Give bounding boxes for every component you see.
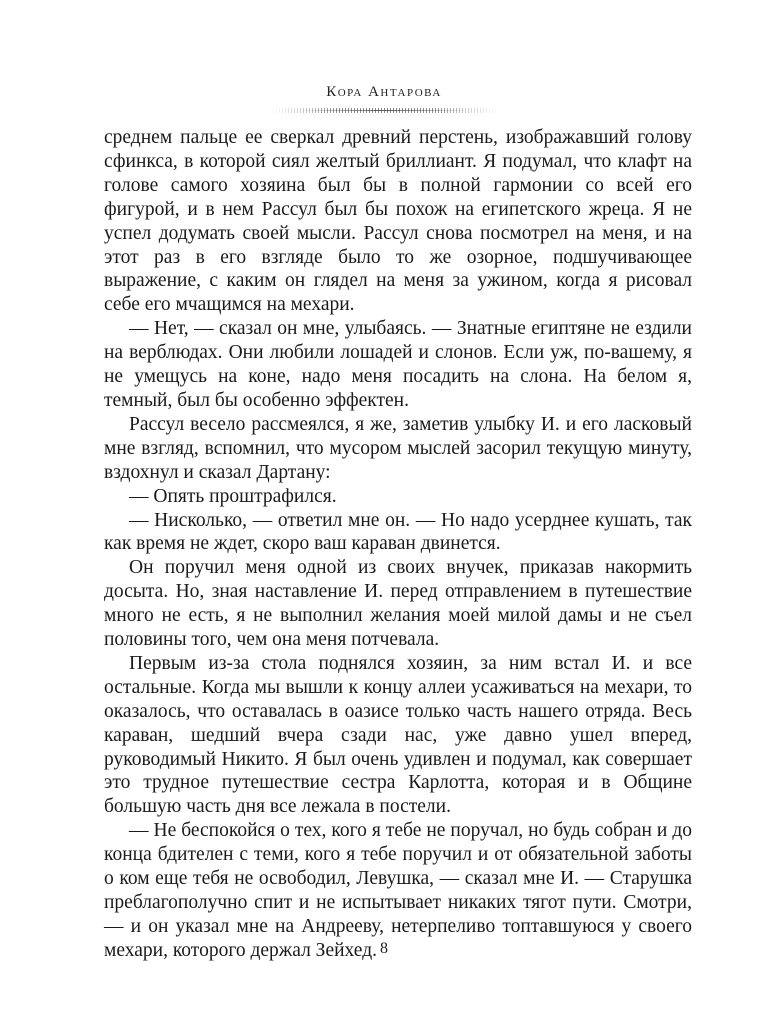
header-ornament-line bbox=[300, 110, 468, 111]
paragraph: — Нисколько, — ответил мне он. — Но надо усерднее кушать, так как время не ждет, скоро ваш караван двинется. bbox=[104, 509, 692, 555]
paragraph: Он поручил меня одной из своих внучек, приказав накормить досыта. Но, зная наставление И. перед отправлением в путешествие много не есть, я не выполнил желания моей милой дамы и не съел половины того, чем она меня потчевала. bbox=[104, 557, 692, 651]
paragraph: — Нет, — сказал он мне, улыбаясь. — Знатные египтяне не ездили на верблюдах. Они любили лошадей и слонов. Если уж, по-вашему, я не умещусь на коне, надо меня посадить на слона. На белом я, темный, был бы особенно эффектен. bbox=[104, 318, 692, 411]
paragraph: Первым из-за стола поднялся хозяин, за ним встал И. и все остальные. Когда мы вышли к концу аллеи усаживаться на мехари, то оказалось, что оставалась в оазисе только часть нашего отряда. Весь караван, шедший вчера сзади нас, уже давно ушел вперед, руководимый Никито. Я был очень удивлен и подумал, как совершает это трудное путешествие сестра Карлотта, которая и в Общине большую часть дня все лежала в постели. bbox=[104, 652, 692, 818]
body-text bbox=[104, 126, 692, 963]
paragraph: среднем пальце ее сверкал древний перстень, изображавший голову сфинкса, в которой сиял желтый бриллиант. Я подумал, что клафт на голове самого хозяина был бы в полной гармонии со всей его фигурой, и в нем Рассул был бы похож на египетского жреца. Я не успел додумать своей мысли. Рассул снова посмотрел на меня, и на этот раз в его взгляде было то же озорное, подшучивающее выражение, с каким он глядел на меня за ужином, когда я рисовал себе его мчащимся на мехари. bbox=[104, 127, 692, 316]
page-number: 8 bbox=[380, 940, 388, 957]
paragraph: — Не беспокойся о тех, кого я тебе не поручал, но будь собран и до конца бдителен с теми, кого я тебе поручил и от обязательной заботы о ком еще тебя не освободил, Левушка, — сказал мне И. — Старушка преблагополучно спит и не испытывает никаких тягот пути. Смотри, — и он указал мне на Андрееву, нетерпеливо топтавшуюся у своего мехари, которого держал Зейхед. bbox=[104, 820, 692, 961]
running-header: Кора Антарова bbox=[326, 84, 442, 100]
paragraph: — Опять проштрафился. bbox=[129, 485, 337, 507]
paragraph: Рассул весело рассмеялся, я же, заметив улыбку И. и его ласковый мне взгляд, вспомнил, что мусором мыслей засорил текущую минуту, вздохнул и сказал Дартану: bbox=[104, 413, 692, 483]
